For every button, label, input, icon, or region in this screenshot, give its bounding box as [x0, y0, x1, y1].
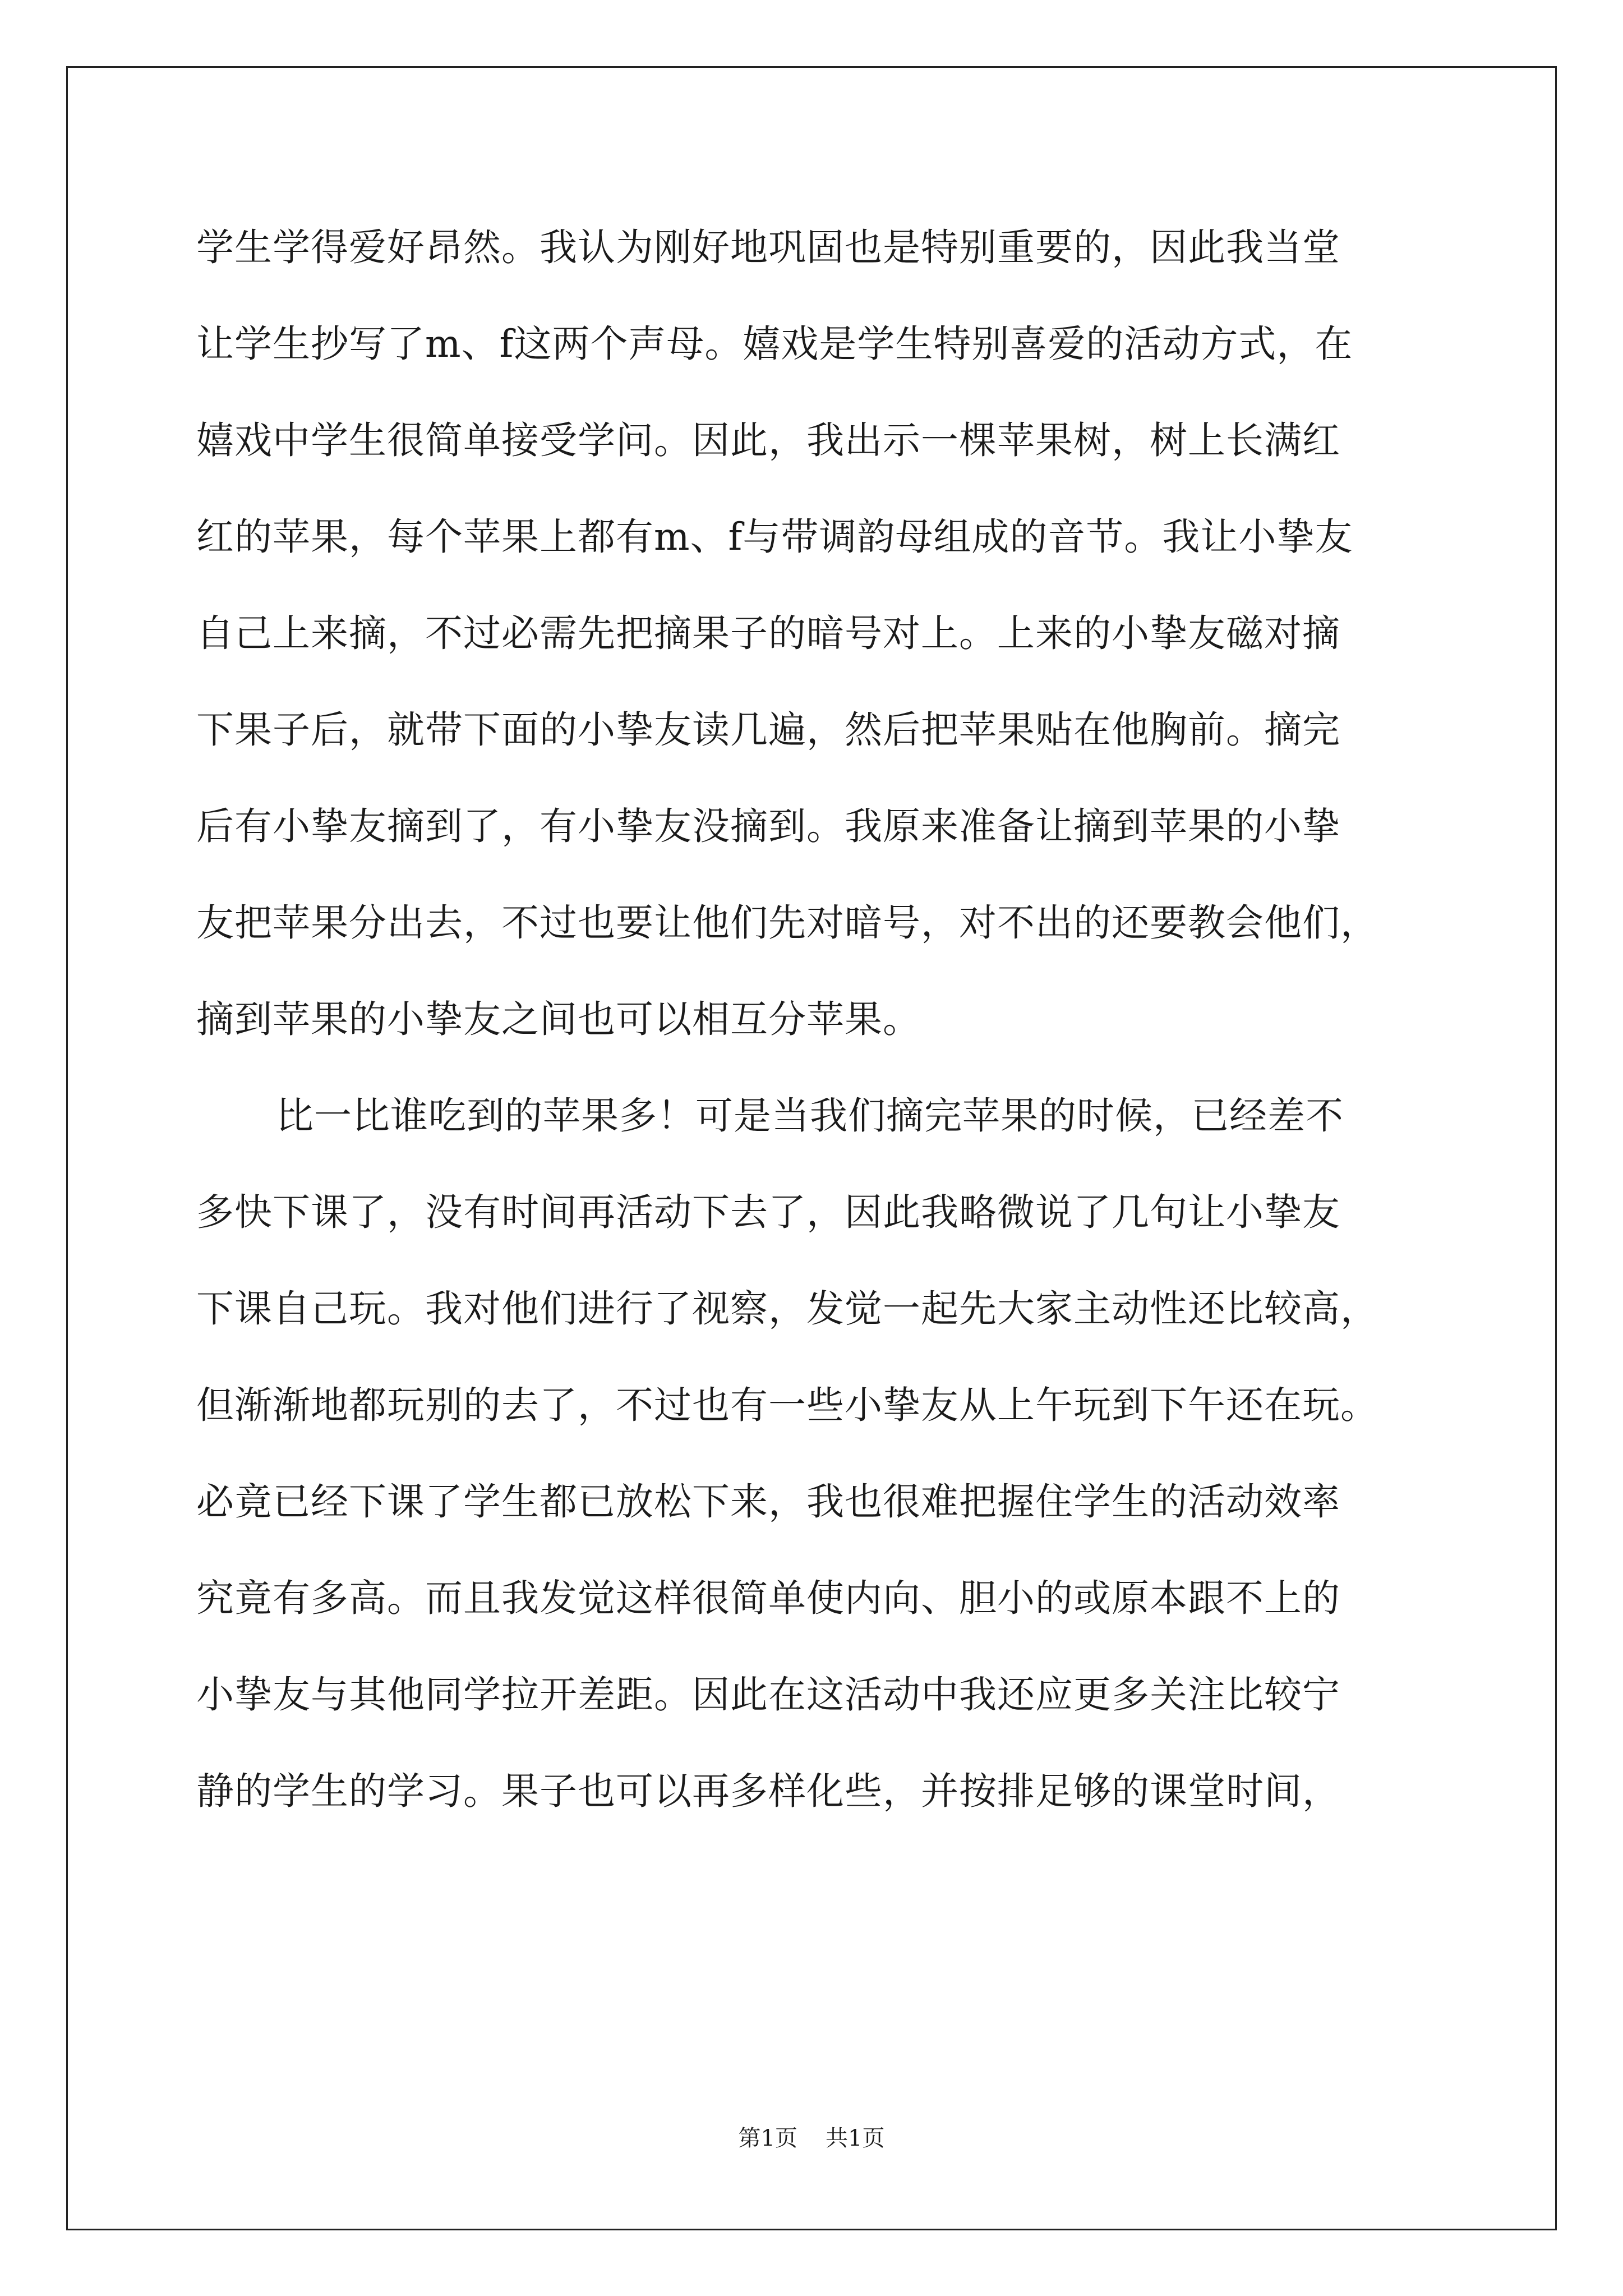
text-line: 究竟有多高。而且我发觉这样很简单使内向、胆小的或原本跟不上的 [196, 1576, 1340, 1620]
text-line: 下课自己玩。我对他们进行了视察，发觉一起先大家主动性还比较高， [196, 1287, 1378, 1331]
document-body [196, 199, 1458, 1839]
text-line: 学生学得爱好昂然。我认为刚好地巩固也是特别重要的，因此我当堂 [196, 226, 1340, 269]
text-line: 嬉戏中学生很简单接受学问。因此，我出示一棵苹果树，树上长满红 [196, 418, 1340, 462]
text-line: 友把苹果分出去，不过也要让他们先对暗号，对不出的还要教会他们， [196, 901, 1378, 945]
text-line: 让学生抄写了m、f这两个声母。嬉戏是学生特别喜爱的活动方式，在 [196, 322, 1353, 366]
page-footer [0, 2122, 1623, 2155]
text-line: 但渐渐地都玩别的去了，不过也有一些小挚友从上午玩到下午还在玩。 [196, 1383, 1378, 1427]
text-line: 下果子后，就带下面的小挚友读几遍，然后把苹果贴在他胸前。摘完 [196, 708, 1340, 752]
text-line: 多快下课了，没有时间再活动下去了，因此我略微说了几句让小挚友 [196, 1190, 1340, 1234]
text-line: 摘到苹果的小挚友之间也可以相互分苹果。 [196, 997, 921, 1041]
paragraph-start-line: 比一比谁吃到的苹果多！可是当我们摘完苹果的时候，已经差不 [276, 1094, 1344, 1138]
text-line: 红的苹果，每个苹果上都有m、f与带调韵母组成的音节。我让小挚友 [196, 515, 1353, 559]
page-number: 第1页 [738, 2125, 797, 2151]
text-line: 小挚友与其他同学拉开差距。因此在这活动中我还应更多关注比较宁 [196, 1673, 1340, 1717]
text-line: 自己上来摘，不过必需先把摘果子的暗号对上。上来的小挚友磁对摘 [196, 611, 1340, 655]
text-line: 必竟已经下课了学生都已放松下来，我也很难把握住学生的活动效率 [196, 1480, 1340, 1524]
page-total: 共1页 [826, 2125, 885, 2151]
text-line: 静的学生的学习。果子也可以再多样化些，并按排足够的课堂时间， [196, 1769, 1340, 1813]
text-line: 后有小挚友摘到了，有小挚友没摘到。我原来准备让摘到苹果的小挚 [196, 804, 1340, 848]
